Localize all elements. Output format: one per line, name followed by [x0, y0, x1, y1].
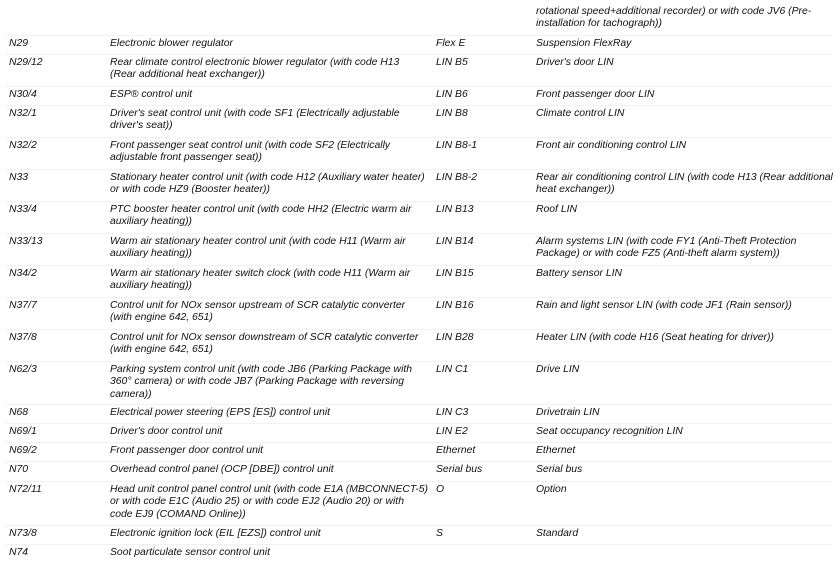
component-code: N29	[9, 38, 29, 49]
component-description: ESP® control unit	[110, 89, 193, 100]
row-divider	[5, 361, 833, 362]
abbreviation-description: Standard	[536, 528, 579, 539]
component-description: Parking system control unit (with code JB6 (Parking Package with 360° camera) or with code JB7 (Parking Package with reversing camera))	[110, 364, 413, 400]
row-divider	[5, 86, 833, 87]
abbreviation-code: LIN B6	[436, 89, 468, 100]
row-divider	[5, 201, 833, 202]
abbreviation-description: Heater LIN (with code H16 (Seat heating for driver))	[536, 332, 774, 343]
abbreviation-description: Driver's door LIN	[536, 57, 614, 68]
component-description: Warm air stationary heater control unit (with code H11 (Warm air auxiliary heating))	[110, 236, 406, 260]
row-divider	[5, 329, 833, 330]
component-code: N32/1	[9, 108, 37, 119]
component-code: N30/4	[9, 89, 37, 100]
abbreviation-description: Rear air conditioning control LIN (with code H13 (Rear additional heat exchanger))	[536, 172, 833, 196]
component-code: N34/2	[9, 268, 37, 279]
row-divider	[5, 137, 833, 138]
row-divider	[5, 265, 833, 266]
component-description: Soot particulate sensor control unit	[110, 547, 270, 558]
component-description: Control unit for NOx sensor downstream of SCR catalytic converter (with engine 642, 651)	[110, 332, 419, 356]
row-divider	[5, 105, 833, 106]
component-code: N37/8	[9, 332, 37, 343]
component-description: Control unit for NOx sensor upstream of SCR catalytic converter (with engine 642, 651)	[110, 300, 406, 324]
abbreviation-code: LIN E2	[436, 426, 468, 437]
component-description: Warm air stationary heater switch clock (with code H11 (Warm air auxiliary heating))	[110, 268, 411, 292]
abbreviation-code: LIN B28	[436, 332, 474, 343]
abbreviation-description: Suspension FlexRay	[536, 38, 632, 49]
component-description: Rear climate control electronic blower regulator (with code H13 (Rear additional heat exchanger))	[110, 57, 400, 81]
abbreviation-code: LIN B8-2	[436, 172, 478, 183]
component-code: N29/12	[9, 57, 43, 68]
abbreviation-description: Rain and light sensor LIN (with code JF1 (Rain sensor))	[536, 300, 792, 311]
component-code: N33/4	[9, 204, 37, 215]
component-code: N32/2	[9, 140, 37, 151]
component-description: Overhead control panel (OCP [DBE]) control unit	[110, 464, 334, 475]
abbreviation-code: LIN B15	[436, 268, 474, 279]
abbreviation-code: LIN B14	[436, 236, 474, 247]
component-description: PTC booster heater control unit (with code HH2 (Electric warm air auxiliary heating))	[110, 204, 412, 228]
component-code: N33	[9, 172, 29, 183]
row-divider	[5, 442, 833, 443]
row-divider	[5, 461, 833, 462]
component-code: N74	[9, 547, 29, 558]
component-description: Driver's door control unit	[110, 426, 223, 437]
abbreviation-code: S	[436, 528, 443, 539]
abbreviation-code: LIN B13	[436, 204, 474, 215]
component-code: N69/1	[9, 426, 37, 437]
abbreviation-description: Climate control LIN	[536, 108, 625, 119]
component-description: Electronic ignition lock (EIL [EZS]) control unit	[110, 528, 321, 539]
component-description: Head unit control panel control unit (with code E1A (MBCONNECT-5) or with code E1C (Audio 25) or with code EJ2 (Audio 20) or with code EJ9 (COMAND Online))	[110, 484, 429, 520]
component-code: N73/8	[9, 528, 37, 539]
component-description: Front passenger door control unit	[110, 445, 264, 456]
abbreviation-code: Flex E	[436, 38, 466, 49]
component-description: Front passenger seat control unit (with code SF2 (Electrically adjustable front passenger seat))	[110, 140, 391, 164]
row-divider	[5, 35, 833, 36]
abbreviation-description: Ethernet	[536, 445, 576, 456]
abbreviation-code: LIN C3	[436, 407, 469, 418]
abbreviation-description: Alarm systems LIN (with code FY1 (Anti-Theft Protection Package) or with code FZ5 (Anti-theft alarm system))	[536, 236, 797, 260]
abbreviation-description: Drive LIN	[536, 364, 580, 375]
row-divider	[5, 481, 833, 482]
component-code: N68	[9, 407, 29, 418]
component-code: N69/2	[9, 445, 37, 456]
component-code: N37/7	[9, 300, 37, 311]
row-divider	[5, 54, 833, 55]
abbreviation-description: Option	[536, 484, 567, 495]
row-divider	[5, 423, 833, 424]
abbreviation-code: LIN B8	[436, 108, 468, 119]
abbreviation-code: O	[436, 484, 445, 495]
row-divider	[5, 297, 833, 298]
row-divider	[5, 169, 833, 170]
abbreviation-code: LIN B8-1	[436, 140, 478, 151]
legend-continuation-text: rotational speed+additional recorder) or with code JV6 (Pre-installation for tachograph))	[536, 6, 812, 30]
abbreviation-code: LIN B16	[436, 300, 474, 311]
component-description: Electrical power steering (EPS [ES]) control unit	[110, 407, 331, 418]
component-code: N33/13	[9, 236, 43, 247]
component-description: Stationary heater control unit (with code H12 (Auxiliary water heater) or with code HZ9 (Booster heater))	[110, 172, 425, 196]
component-code: N70	[9, 464, 29, 475]
abbreviation-description: Drivetrain LIN	[536, 407, 600, 418]
abbreviation-description: Front passenger door LIN	[536, 89, 655, 100]
abbreviation-code: LIN B5	[436, 57, 468, 68]
abbreviation-code: LIN C1	[436, 364, 469, 375]
row-divider	[5, 233, 833, 234]
component-description: Electronic blower regulator	[110, 38, 234, 49]
abbreviation-code: Ethernet	[436, 445, 476, 456]
abbreviation-description: Battery sensor LIN	[536, 268, 623, 279]
abbreviation-description: Seat occupancy recognition LIN	[536, 426, 683, 437]
abbreviation-description: Front air conditioning control LIN	[536, 140, 687, 151]
component-code: N72/11	[9, 484, 42, 495]
row-divider	[5, 404, 833, 405]
abbreviation-code: Serial bus	[436, 464, 483, 475]
abbreviation-description: Serial bus	[536, 464, 583, 475]
component-description: Driver's seat control unit (with code SF1 (Electrically adjustable driver's seat))	[110, 108, 400, 132]
abbreviation-description: Roof LIN	[536, 204, 578, 215]
row-divider	[5, 544, 833, 545]
component-code: N62/3	[9, 364, 37, 375]
row-divider	[5, 525, 833, 526]
